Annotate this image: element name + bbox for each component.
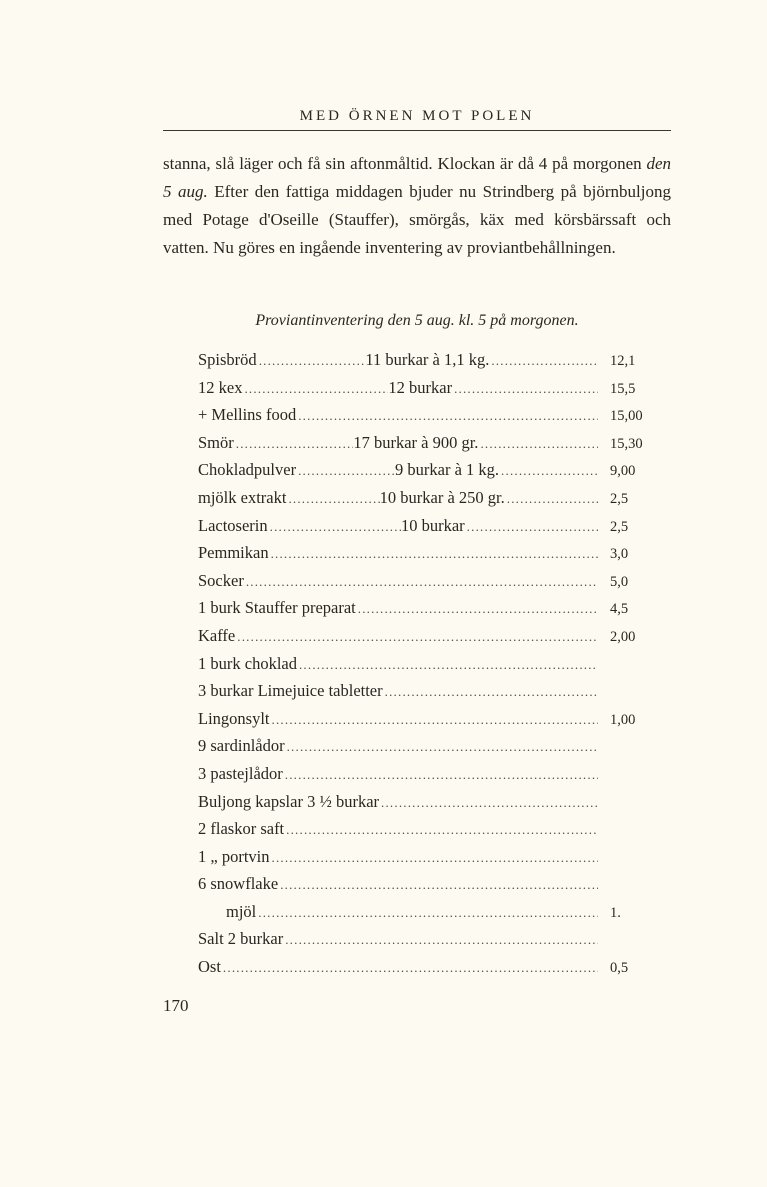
inventory-row (198, 953, 648, 981)
inventory-label: 1 burk choklad (198, 653, 297, 673)
body-date: den 5 aug. (163, 154, 671, 201)
inventory-item (198, 429, 598, 458)
inventory-row (198, 788, 648, 816)
body-text-after: Efter den fattiga middagen bjuder nu Strindberg på björnbuljong med Potage d'Oseille (Stauffer), smörgås, käx med körsbärssaft och vatten. Nu göres en ingående inventering av proviantbehållningen. (163, 182, 671, 257)
inventory-label: 1 burk Stauffer preparat (198, 598, 356, 618)
dot-leader (285, 733, 598, 761)
inventory-detail: 10 burkar (400, 515, 465, 535)
inventory-row (198, 429, 648, 457)
inventory-label: mjöl (226, 901, 257, 921)
inventory-detail: 11 burkar à 1,1 kg. (365, 350, 490, 369)
inventory-label: Salt 2 burkar (198, 929, 284, 949)
inventory-label: Lactoserin (198, 515, 268, 535)
inventory-detail: 12 burkar (388, 377, 453, 397)
inventory-row (198, 705, 648, 733)
dot-leader (383, 678, 598, 706)
inventory-label: 12 kex (198, 377, 243, 397)
inventory-detail: 10 burkar à 250 gr. (379, 487, 505, 507)
inventory-item (198, 843, 598, 872)
inventory-label: 3 burkar Limejuice tabletter (198, 681, 383, 701)
dot-leader (356, 595, 598, 623)
dot-leader (269, 540, 598, 568)
header-rule (163, 130, 671, 131)
dot-leader (221, 954, 598, 982)
inventory-value: 9,00 (610, 463, 636, 480)
inventory-value: 1,00 (610, 711, 636, 728)
inventory-row (198, 760, 648, 788)
inventory-label: Ost (198, 957, 221, 977)
inventory-row (198, 925, 648, 953)
inventory-label: 2 flaskor saft (198, 819, 285, 839)
dot-leader (284, 816, 598, 844)
inventory-row (198, 622, 648, 650)
inventory-value: 15,30 (610, 435, 643, 452)
inventory-value: 4,5 (610, 601, 629, 618)
inventory-item (198, 650, 598, 679)
inventory-label: Lingonsylt (198, 708, 270, 728)
inventory-row (198, 898, 648, 926)
inventory-row (198, 346, 648, 374)
inventory-label: Socker (198, 570, 244, 590)
inventory-row (198, 512, 648, 540)
dot-leader (234, 430, 354, 458)
inventory-row (198, 843, 648, 871)
dot-leader (257, 347, 366, 375)
inventory-item (198, 346, 598, 375)
dot-leader (297, 651, 598, 679)
inventory-item (198, 594, 598, 623)
inventory-value: 0,5 (610, 960, 629, 977)
inventory-detail: 17 burkar à 900 gr. (353, 432, 479, 452)
inventory-item (198, 815, 598, 844)
inventory-value: 12,1 (610, 353, 636, 369)
inventory-item (198, 539, 598, 568)
inventory-item (198, 760, 598, 789)
dot-leader (283, 761, 598, 789)
inventory-label: Smör (198, 432, 234, 452)
inventory-label: mjölk extrakt (198, 487, 287, 507)
inventory-label: Pemmikan (198, 543, 269, 563)
running-head: MED ÖRNEN MOT POLEN (299, 108, 535, 124)
inventory-row (198, 456, 648, 484)
inventory-row (198, 870, 648, 898)
inventory-value: 15,5 (610, 380, 636, 397)
dot-leader (256, 899, 598, 927)
inventory-label: 9 sardinlådor (198, 736, 285, 756)
inventory-item (198, 732, 598, 761)
inventory-item (198, 898, 598, 927)
inventory-label: 1 „ portvin (198, 846, 270, 866)
inventory-row (198, 539, 648, 567)
dot-leader (235, 623, 598, 651)
inventory-list (198, 346, 648, 981)
inventory-row (198, 815, 648, 843)
inventory-value: 3,0 (610, 546, 629, 563)
dot-leader (268, 513, 401, 541)
inventory-item (198, 953, 598, 982)
inventory-row (198, 677, 648, 705)
page-number: 170 (163, 996, 189, 1015)
dot-leader (296, 402, 598, 430)
inventory-item (198, 456, 598, 485)
inventory-item (198, 512, 598, 541)
dot-leader (278, 871, 598, 899)
dot-leader (505, 485, 598, 513)
dot-leader (478, 430, 598, 458)
inventory-item (198, 705, 598, 734)
inventory-item (198, 484, 598, 513)
body-text-before: stanna, slå läger och få sin aftonmåltid. Klockan är då 4 på morgonen (163, 154, 647, 173)
inventory-label: 6 snowflake (198, 874, 279, 894)
inventory-label: Spisbröd (198, 350, 257, 369)
inventory-item (198, 788, 598, 817)
inventory-label: 3 pastejlådor (198, 763, 283, 783)
inventory-value: 5,0 (610, 573, 629, 590)
inventory-item (198, 677, 598, 706)
inventory-item (198, 622, 598, 651)
inventory-row (198, 732, 648, 760)
inventory-item (198, 870, 598, 899)
inventory-caption: Proviantinventering den 5 aug. kl. 5 på morgonen. (255, 312, 579, 329)
dot-leader (499, 457, 598, 485)
dot-leader (465, 513, 598, 541)
dot-leader (283, 926, 598, 954)
inventory-label: Buljong kapslar 3 ½ burkar (198, 791, 380, 811)
inventory-value: 2,5 (610, 490, 629, 507)
inventory-value: 2,5 (610, 518, 629, 535)
dot-leader (452, 375, 598, 403)
dot-leader (270, 844, 599, 872)
inventory-item (198, 925, 598, 954)
inventory-row (198, 594, 648, 622)
inventory-label: Chokladpulver (198, 460, 297, 480)
dot-leader (244, 568, 598, 596)
inventory-value: 2,00 (610, 628, 636, 645)
inventory-label: + Mellins food (198, 405, 297, 425)
dot-leader (242, 375, 388, 403)
dot-leader (489, 347, 598, 375)
inventory-label: Kaffe (198, 625, 236, 645)
dot-leader (296, 457, 395, 485)
inventory-row (198, 401, 648, 429)
inventory-value: 1. (610, 904, 621, 921)
inventory-row (198, 374, 648, 402)
dot-leader (270, 706, 598, 734)
inventory-row (198, 484, 648, 512)
inventory-item (198, 401, 598, 430)
inventory-item (198, 374, 598, 403)
inventory-row (198, 567, 648, 595)
dot-leader (379, 789, 598, 817)
inventory-detail: 9 burkar à 1 kg. (395, 460, 500, 480)
body-paragraph (163, 150, 671, 262)
inventory-value: 15,00 (610, 408, 643, 425)
inventory-row (198, 650, 648, 678)
dot-leader (286, 485, 379, 513)
inventory-item (198, 567, 598, 596)
